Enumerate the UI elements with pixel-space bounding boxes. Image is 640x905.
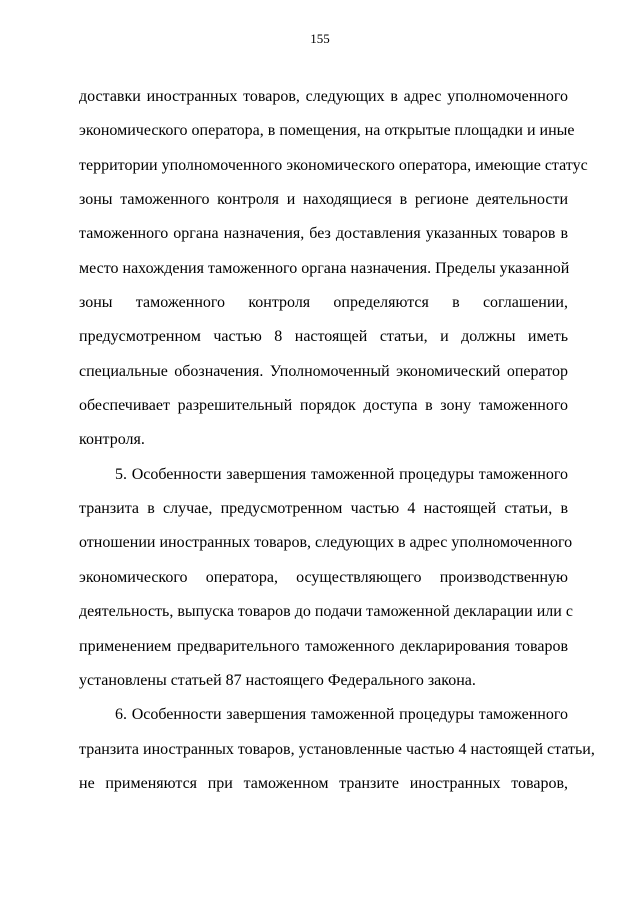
body-text	[79, 83, 595, 804]
text-line: место нахождения таможенного органа назначения. Пределы указанной	[79, 259, 570, 277]
text-line: отношении иностранных товаров, следующих в адрес уполномоченного	[79, 534, 573, 552]
text-line: транзита иностранных товаров, установленные частью 4 настоящей статьи,	[79, 740, 595, 758]
text-line: доставки иностранных товаров, следующих в адрес уполномоченного	[79, 88, 568, 105]
text-line: транзита в случае, предусмотренном частью 4 настоящей статьи, в	[79, 500, 568, 518]
text-line: экономического оператора, в помещения, на открытые площадки и иные	[79, 122, 575, 140]
text-line: деятельность, выпуска товаров до подачи таможенной декларации или с	[79, 603, 573, 621]
text-line: территории уполномоченного экономического оператора, имеющие статус	[79, 156, 588, 174]
text-line: специальные обозначения. Уполномоченный экономический оператор	[79, 362, 568, 380]
text-line: таможенного органа назначения, без доставления указанных товаров в	[79, 225, 568, 243]
text-line: 6. Особенности завершения таможенной процедуры таможенного	[115, 706, 568, 724]
text-line: экономического оператора, осуществляющего производственную	[79, 568, 568, 586]
text-line: обеспечивает разрешительный порядок доступа в зону таможенного	[79, 397, 568, 415]
text-line: предусмотренном частью 8 настоящей статьи, и должны иметь	[79, 328, 568, 346]
page-number: 155	[310, 31, 330, 46]
text-line: 5. Особенности завершения таможенной процедуры таможенного	[115, 465, 568, 483]
text-line: применением предварительного таможенного декларирования товаров	[79, 637, 568, 655]
text-line: установлены статьей 87 настоящего Федерального закона.	[79, 671, 476, 689]
text-line: не применяются при таможенном транзите иностранных товаров,	[79, 774, 568, 792]
text-line: зоны таможенного контроля определяются в соглашении,	[79, 294, 568, 312]
text-line: контроля.	[79, 431, 145, 449]
text-line: зоны таможенного контроля и находящиеся в регионе деятельности	[79, 191, 568, 209]
